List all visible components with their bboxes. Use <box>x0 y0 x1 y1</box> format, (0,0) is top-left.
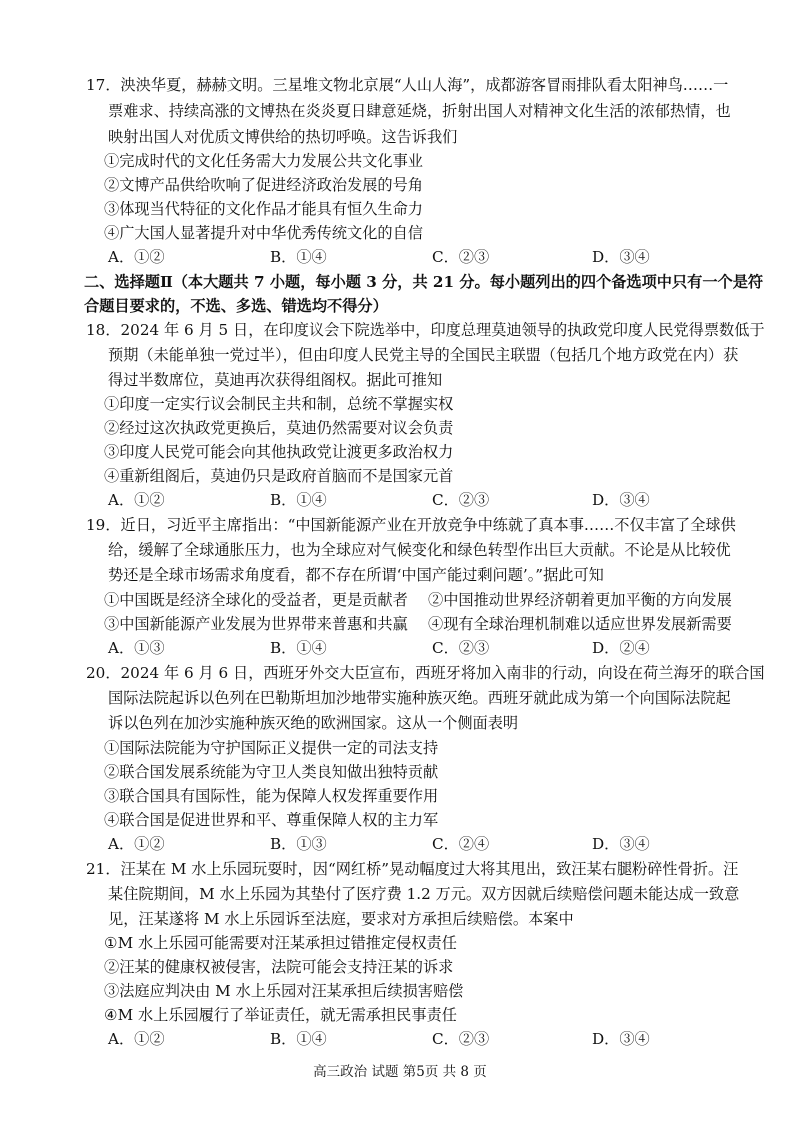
q21-option-b[interactable]: B．①④ <box>270 1030 327 1048</box>
q19-option-b[interactable]: B．①④ <box>270 639 327 657</box>
q18-item-4: ④重新组阁后，莫迪仍只是政府首脑而不是国家元首 <box>104 467 454 485</box>
q17-option-c[interactable]: C．②③ <box>432 248 490 266</box>
q19-item-4: ④现有全球治理机制难以适应世界发展新需要 <box>428 615 732 633</box>
q18-option-b[interactable]: B．①④ <box>270 491 327 509</box>
q17-option-b[interactable]: B．①④ <box>270 248 327 266</box>
q17-item-2: ②文博产品供给吹响了促进经济政治发展的号角 <box>104 176 423 194</box>
q20-stem-line-3: 诉以色列在加沙实施种族灭绝的欧洲国家。这从一个侧面表明 <box>108 714 519 732</box>
q18-stem-line-1: 18．2024 年 6 月 5 日，在印度议会下院选举中，印度总理莫迪领导的执政党印度人民党得票数低于 <box>86 321 765 339</box>
q19-item-2: ②中国推动世界经济朝着更加平衡的方向发展 <box>428 591 732 609</box>
q21-item-3: ③法庭应判决由 M 水上乐园对汪某承担后续损害赔偿 <box>104 982 464 1000</box>
q20-option-a[interactable]: A．①② <box>108 835 165 853</box>
q18-item-2: ②经过这次执政党更换后，莫迪仍然需要对议会负责 <box>104 419 454 437</box>
q19-item-1: ①中国既是经济全球化的受益者，更是贡献者 <box>104 591 408 609</box>
section-2-line-2: 合题目要求的，不选、多选、错选均不得分） <box>84 297 388 315</box>
page-footer: 高三政治 试题 第5页 共 8 页 <box>313 1064 487 1080</box>
q17-stem-line-3: 映射出国人对优质文博供给的热切呼唤。这告诉我们 <box>108 128 458 146</box>
q18-stem-line-3: 得过半数席位，莫迪再次获得组阁权。据此可推知 <box>108 371 443 389</box>
q20-item-4: ④联合国是促进世界和平、尊重保障人权的主力军 <box>104 811 439 829</box>
q17-item-3: ③体现当代特征的文化作品才能具有恒久生命力 <box>104 200 423 218</box>
q20-stem-line-1: 20．2024 年 6 月 6 日，西班牙外交大臣宣布，西班牙将加入南非的行动，向设在荷兰海牙的联合国 <box>86 664 765 682</box>
q17-option-a[interactable]: A．①② <box>108 248 165 266</box>
q18-item-1: ①印度一定实行议会制民主共和制，总统不掌握实权 <box>104 395 454 413</box>
q21-stem-line-1: 21．汪某在 M 水上乐园玩耍时，因“网红桥”晃动幅度过大将其甩出，致汪某右腿粉碎性骨折。汪 <box>86 860 739 878</box>
q18-stem-line-2: 预期（未能单独一党过半），但由印度人民党主导的全国民主联盟（包括几个地方政党在内）获 <box>108 346 739 364</box>
q18-option-d[interactable]: D．③④ <box>592 491 650 509</box>
q19-stem-line-3: 势还是全球市场需求角度看，都不存在所谓‘中国产能过剩问题’。”据此可知 <box>108 566 604 584</box>
q19-option-c[interactable]: C．②③ <box>432 639 490 657</box>
q21-item-4: ④M 水上乐园履行了举证责任，就无需承担民事责任 <box>104 1006 457 1024</box>
q20-option-c[interactable]: C．②④ <box>432 835 490 853</box>
q18-option-a[interactable]: A．①② <box>108 491 165 509</box>
q17-stem-line-2: 票难求、持续高涨的文博热在炎炎夏日肆意延烧，折射出国人对精神文化生活的浓郁热情，也 <box>108 102 731 120</box>
q20-option-b[interactable]: B．①③ <box>270 835 327 853</box>
q19-item-3: ③中国新能源产业发展为世界带来普惠和共赢 <box>104 615 408 633</box>
q20-item-3: ③联合国具有国际性，能为保障人权发挥重要作用 <box>104 787 439 805</box>
q18-option-c[interactable]: C．②③ <box>432 491 490 509</box>
q21-option-d[interactable]: D．③④ <box>592 1030 650 1048</box>
q21-option-c[interactable]: C．②③ <box>432 1030 490 1048</box>
q20-stem-line-2: 国际法院起诉以色列在巴勒斯坦加沙地带实施种族灭绝。西班牙就此成为第一个向国际法院起 <box>108 689 731 707</box>
q20-item-1: ①国际法院能为守护国际正义提供一定的司法支持 <box>104 739 439 757</box>
q21-item-1: ①M 水上乐园可能需要对汪某承担过错推定侵权责任 <box>104 934 457 952</box>
q18-item-3: ③印度人民党可能会向其他执政党让渡更多政治权力 <box>104 443 454 461</box>
q20-option-d[interactable]: D．③④ <box>592 835 650 853</box>
q17-item-4: ④广大国人显著提升对中华优秀传统文化的自信 <box>104 224 423 242</box>
q17-stem-line-1: 17．泱泱华夏，赫赫文明。三星堆文物北京展“人山人海”，成都游客冒雨排队看太阳神鸟……一 <box>86 76 729 94</box>
q17-item-1: ①完成时代的文化任务需大力发展公共文化事业 <box>104 152 423 170</box>
q21-option-a[interactable]: A．①② <box>108 1030 165 1048</box>
q21-item-2: ②汪某的健康权被侵害，法院可能会支持汪某的诉求 <box>104 958 454 976</box>
q21-stem-line-2: 某住院期间，M 水上乐园为其垫付了医疗费 1.2 万元。双方因就后续赔偿问题未能达成一致意 <box>108 885 740 903</box>
q19-option-a[interactable]: A．①③ <box>108 639 165 657</box>
q20-item-2: ②联合国发展系统能为守卫人类良知做出独特贡献 <box>104 763 439 781</box>
q19-stem-line-2: 给，缓解了全球通胀压力，也为全球应对气候变化和绿色转型作出巨大贡献。不论是从比较优 <box>108 541 731 559</box>
q19-stem-line-1: 19．近日，习近平主席指出：“中国新能源产业在开放竞争中练就了真本事……不仅丰富了全球供 <box>86 516 736 534</box>
q21-stem-line-3: 见，汪某遂将 M 水上乐园诉至法庭，要求对方承担后续赔偿。本案中 <box>108 910 574 928</box>
q19-option-d[interactable]: D．②④ <box>592 639 650 657</box>
section-2-line-1: 二、选择题Ⅱ（本大题共 7 小题，每小题 3 分，共 21 分。每小题列出的四个备选项中只有一个是符 <box>84 273 764 291</box>
q17-option-d[interactable]: D．③④ <box>592 248 650 266</box>
